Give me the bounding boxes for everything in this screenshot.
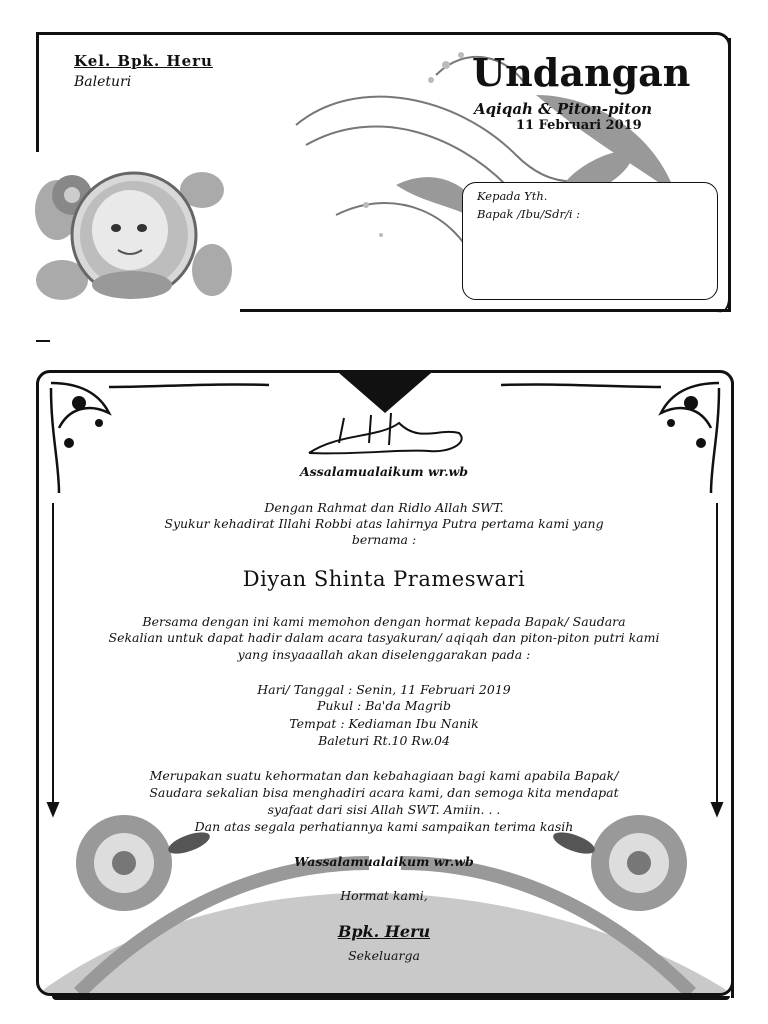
recipient-salutation: Bapak /Ibu/Sdr/i : xyxy=(477,207,581,221)
sender-address: Baleturi xyxy=(74,74,132,90)
envelope-edge xyxy=(240,309,730,312)
body-line: Bersama dengan ini kami memohon dengan hormat kepada Bapak/ Saudara xyxy=(142,614,626,629)
child-name: Diyan Shinta Prameswari xyxy=(242,567,526,591)
closing-line: Saudara sekalian bisa menghadiri acara kami, dan semoga kita mendapat xyxy=(149,785,619,800)
body-line: Sekalian untuk dapat hadir dalam acara tasyakuran/ aqiqah dan piton-piton putri kami xyxy=(108,630,660,645)
envelope-edge xyxy=(728,38,731,312)
signature-name: Bpk. Heru xyxy=(337,922,431,941)
baby-photo xyxy=(22,150,242,320)
body-line: yang insyaaallah akan diselenggarakan pada : xyxy=(237,647,531,662)
intro-line: Dengan Rahmat dan Ridlo Allah SWT. xyxy=(264,500,504,515)
letter-edge xyxy=(731,382,734,998)
regards: Hormat kami, xyxy=(340,888,428,903)
invitation-title: Undangan xyxy=(472,50,691,95)
farewell: Wassalamualaikum wr.wb xyxy=(294,854,474,869)
recipient-label: Kepada Yth. xyxy=(477,189,548,203)
closing-line: Merupakan suatu kehormatan dan kebahagiaan bagi kami apabila Bapak/ xyxy=(149,768,619,783)
envelope-edge xyxy=(36,32,39,152)
invitation-date: 11 Februari 2019 xyxy=(516,118,642,133)
divider xyxy=(36,340,50,342)
letter-edge xyxy=(52,996,730,1000)
event-time: Pukul : Ba'da Magrib xyxy=(317,698,451,713)
family-label: Sekeluarga xyxy=(348,948,420,963)
closing-line: Dan atas segala perhatiannya kami sampaikan terima kasih xyxy=(194,819,574,834)
event-day-date: Hari/ Tanggal : Senin, 11 Februari 2019 xyxy=(257,682,511,697)
recipient-box xyxy=(462,182,718,300)
invitation-subtitle: Aqiqah & Piton-piton xyxy=(474,100,652,118)
intro-line: bernama : xyxy=(351,532,417,547)
intro-line: Syukur kehadirat Illahi Robbi atas lahirnya Putra pertama kami yang xyxy=(164,516,604,531)
event-place-address: Baleturi Rt.10 Rw.04 xyxy=(318,733,450,748)
greeting: Assalamualaikum wr.wb xyxy=(299,464,469,479)
sender-name: Kel. Bpk. Heru xyxy=(74,52,213,70)
closing-line: syafaat dari sisi Allah SWT. Amiin. . . xyxy=(267,802,501,817)
event-place: Tempat : Kediaman Ibu Nanik xyxy=(289,716,479,731)
